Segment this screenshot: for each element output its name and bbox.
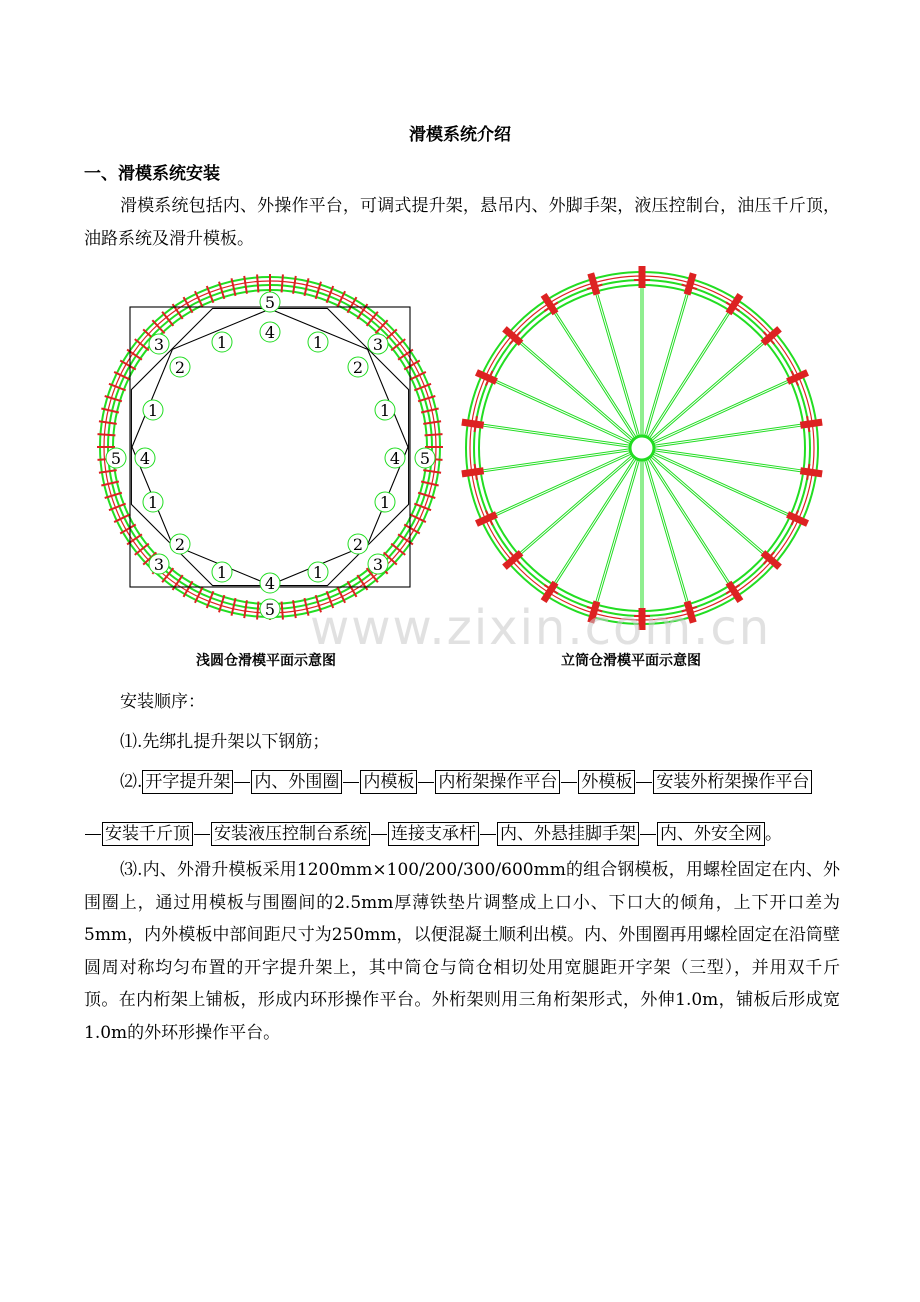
- lift-frame: [462, 422, 484, 425]
- flow-step: 内、外围圈: [251, 770, 342, 794]
- lift-frame: [800, 471, 822, 474]
- flow-step: 连接支承杆: [388, 822, 479, 846]
- member-label: 2: [174, 358, 186, 377]
- member-label: 1: [216, 333, 228, 352]
- center-hub: [630, 436, 654, 460]
- lift-crossbar: [475, 464, 477, 480]
- flow-step: 安装外桁架操作平台: [653, 770, 812, 794]
- order-label: 安装顺序：: [120, 692, 205, 712]
- member-label: 4: [139, 449, 151, 468]
- lift-crossbar: [807, 464, 809, 480]
- spoke-center: [482, 425, 630, 446]
- bracket-tick: [257, 602, 258, 620]
- member-label: 1: [147, 493, 159, 512]
- flow-step: 内模板: [360, 770, 417, 794]
- member-label: 2: [352, 358, 364, 377]
- lift-frame: [800, 422, 822, 425]
- bracket-tick: [257, 274, 258, 292]
- spoke-center: [554, 458, 635, 584]
- bracket-tick: [282, 274, 283, 292]
- spoke-center: [482, 450, 630, 471]
- spoke-center: [654, 450, 802, 471]
- member-label: 1: [312, 333, 324, 352]
- flow-row-1: [120, 767, 812, 794]
- lift-frame: [591, 273, 597, 294]
- member-label: 4: [389, 449, 401, 468]
- member-label: 3: [372, 335, 384, 354]
- spoke-center: [653, 381, 789, 443]
- step3-paragraph: ⑶.内、外滑升模板采用1200mm×100/200/300/600mm的组合钢模板，用螺栓固定在内、外围圈上，通过用模板与围圈间的2.5mm厚薄铁垫片调整成上口小、下口大的倾角，上下开口差为5mm，内外模板中部间距尺寸为250mm，以便混凝土顺利出模。内、外围圈再用螺栓固定在沿筒壁圆周对称均匀布置的开字提升架上，其中筒仓与筒仓相切处用宽腿距开字架（三型），并用双千斤顶。在内桁架上铺板，形成内环形操作平台。外桁架则用三角桁架形式，外伸1.0m，铺板后形成宽1.0m的外环形操作平台。: [84, 860, 840, 1043]
- flow-step: 安装千斤顶: [102, 822, 193, 846]
- bracket-tick: [282, 602, 283, 620]
- fig1-caption: 浅圆仓滑模平面示意图: [196, 653, 336, 669]
- vertical-silo-diagram: [456, 262, 828, 634]
- lift-frame: [462, 471, 484, 474]
- lift-crossbar: [475, 416, 477, 432]
- watermark: www.zixin.com.cn: [310, 600, 772, 656]
- member-label: 1: [379, 493, 391, 512]
- intro-paragraph: 滑模系统包括内、外操作平台，可调式提升架，悬吊内、外脚手架，液压控制台，油压千斤顶，油路系统及滑升模板。: [84, 196, 840, 249]
- flow-step: 开字提升架: [142, 770, 233, 794]
- flow-row-2: [84, 819, 782, 846]
- member-label: 3: [153, 335, 165, 354]
- spoke-center: [648, 312, 729, 438]
- member-label: 3: [372, 555, 384, 574]
- shallow-silo-diagram: [95, 262, 445, 632]
- flow-step: 内桁架操作平台: [435, 770, 560, 794]
- member-label: 2: [174, 535, 186, 554]
- step2-prefix: ⑵.: [120, 772, 143, 792]
- page-title: 滑模系统介绍: [409, 125, 511, 145]
- member-label: 3: [153, 555, 165, 574]
- flow-step: 内、外安全网: [657, 822, 765, 846]
- member-label: 2: [352, 535, 364, 554]
- bracket-tick: [425, 434, 443, 435]
- spoke-center: [648, 458, 729, 584]
- spoke-center: [554, 312, 635, 438]
- member-label: 5: [110, 449, 122, 468]
- flow-step: 外模板: [578, 770, 635, 794]
- fig2-caption: 立筒仓滑模平面示意图: [561, 653, 701, 669]
- member-label: 1: [312, 563, 324, 582]
- member-label: 5: [419, 449, 431, 468]
- member-label: 4: [264, 323, 276, 342]
- member-label: 4: [264, 574, 276, 593]
- step2-end: 。: [765, 824, 782, 844]
- lift-frame: [687, 273, 693, 294]
- spoke-center: [495, 381, 631, 443]
- member-label: 5: [264, 600, 276, 619]
- member-label: 1: [147, 401, 159, 420]
- spoke-center: [495, 453, 631, 515]
- lift-crossbar: [807, 416, 809, 432]
- flow-step: 安装液压控制台系统: [211, 822, 370, 846]
- member-label: 5: [264, 293, 276, 312]
- step1: ⑴.先绑扎提升架以下钢筋；: [120, 732, 330, 752]
- member-label: 1: [216, 563, 228, 582]
- spoke-center: [654, 425, 802, 446]
- flow-step: 内、外悬挂脚手架: [497, 822, 639, 846]
- bracket-tick: [97, 434, 115, 435]
- section-heading: 一、滑模系统安装: [84, 164, 220, 184]
- member-label: 1: [379, 401, 391, 420]
- spoke-center: [653, 453, 789, 515]
